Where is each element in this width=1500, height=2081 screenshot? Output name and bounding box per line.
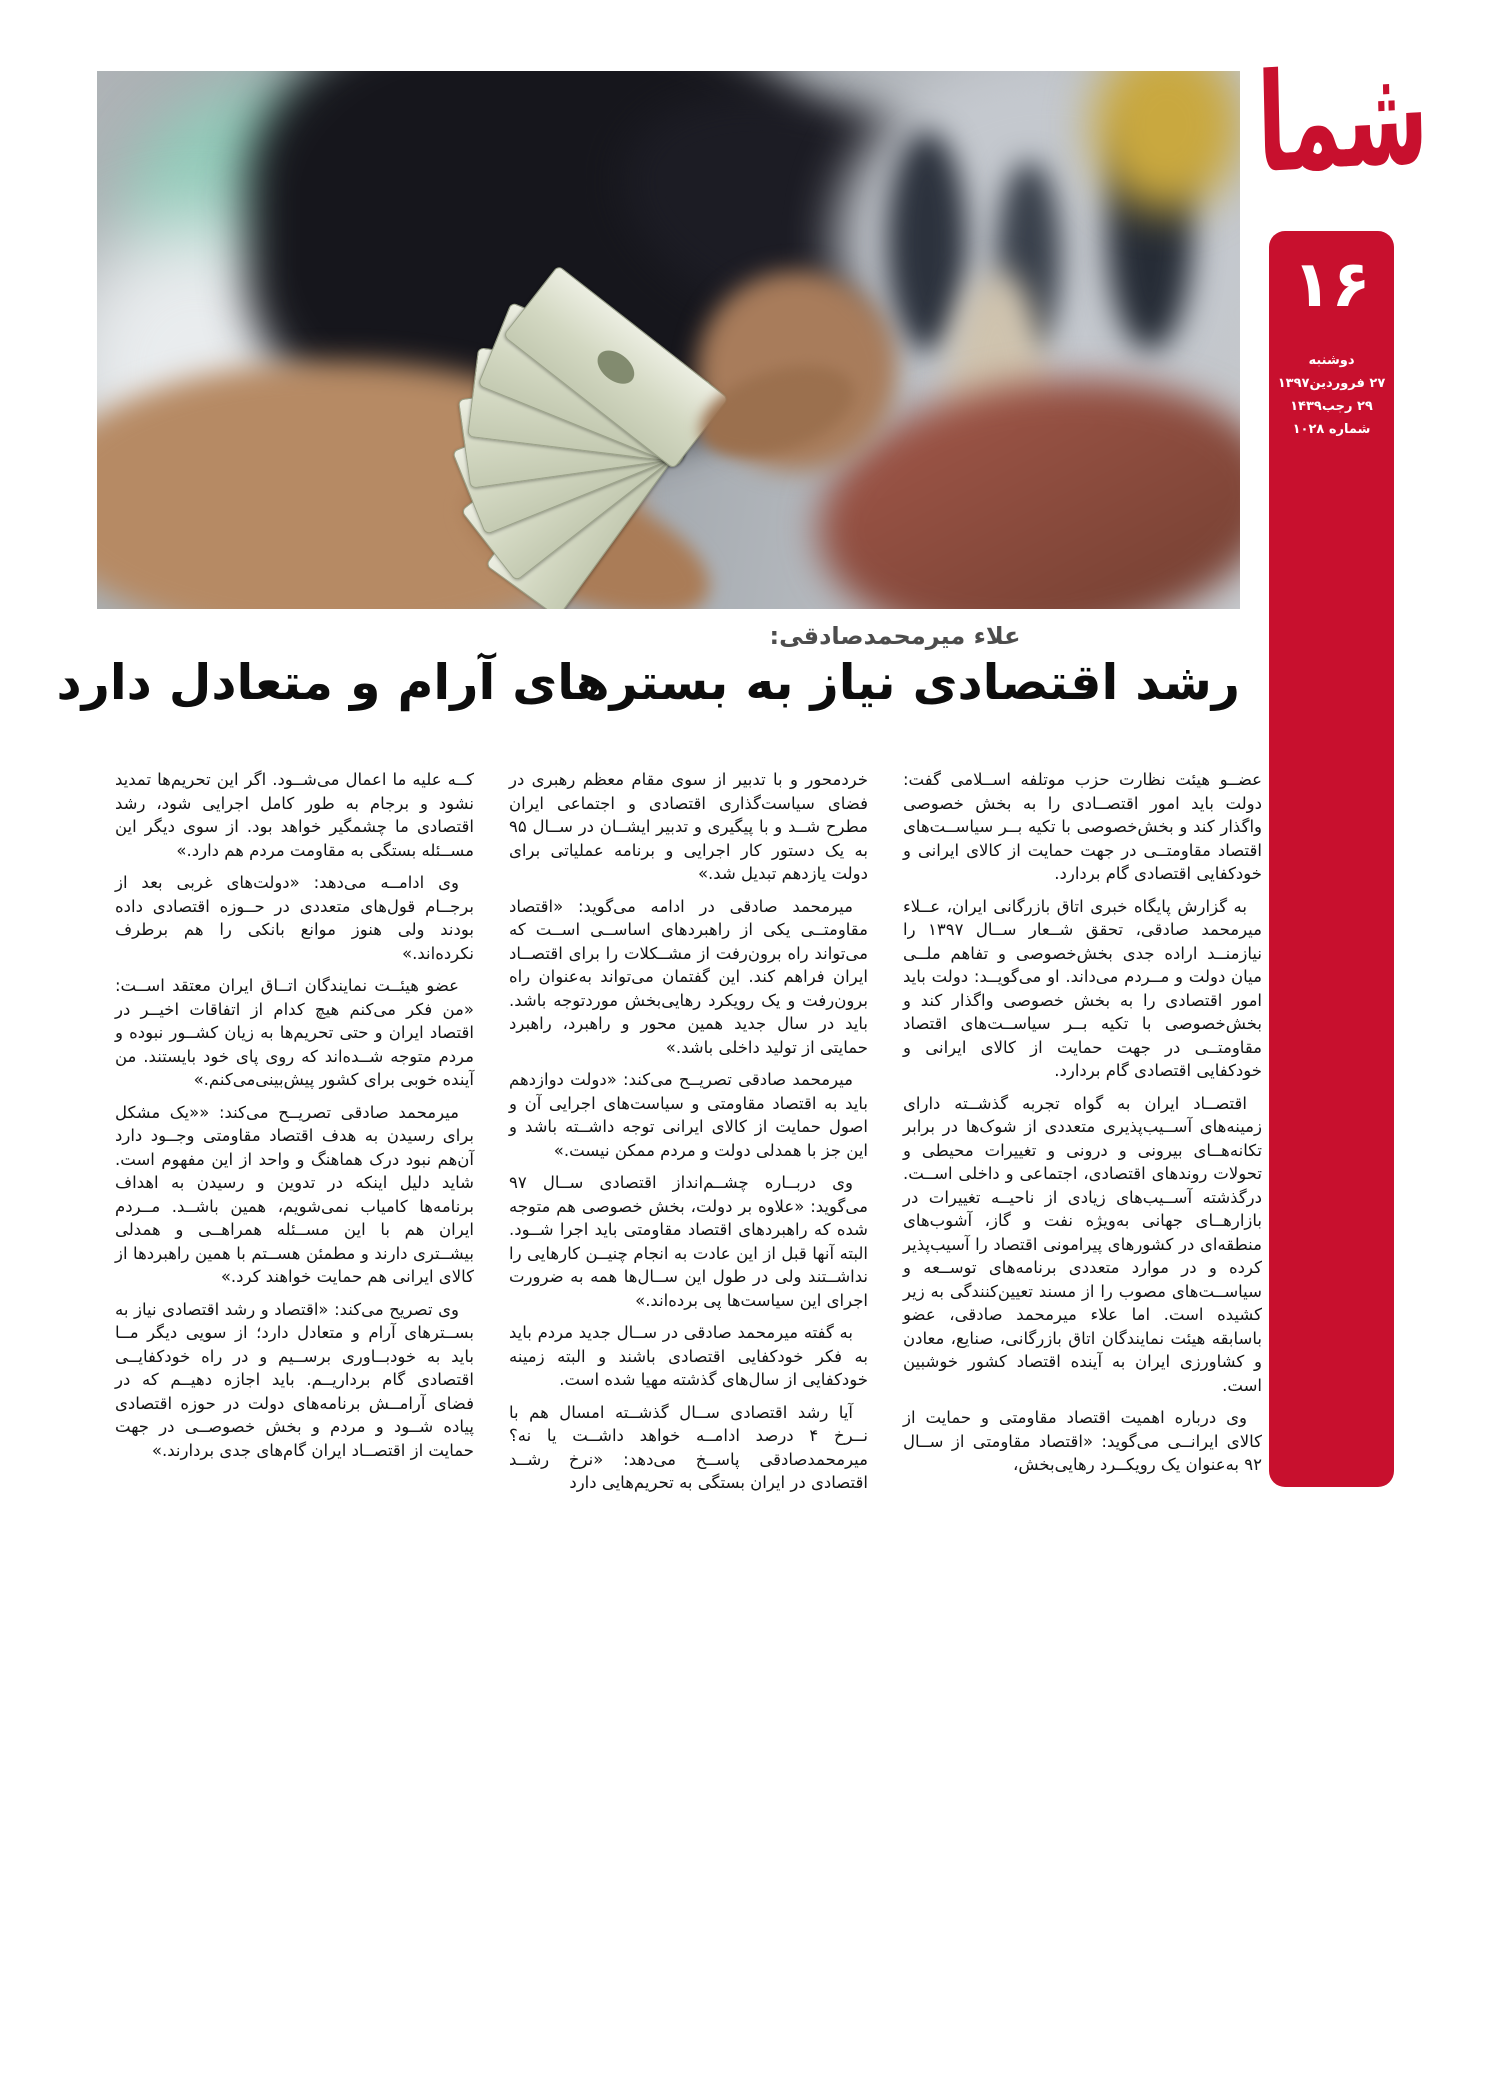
article-byline: علاء میرمحمدصادقی: (769, 622, 1021, 650)
article-paragraph: وی دربــاره چشــم‌انداز اقتصادی ســال ۹۷ می‌گوید: «علاوه بر دولت، بخش خصوصی هم متوجه شده که راهبردهای اقتصاد مقاومتی باید اجرا شــود. البته آنها قبل از این عادت به انجام چنیــن کارهایی را نداشــتند ولی در طول این ســال‌ها همه به ضرورت اجرای این سیاست‌ها پی برده‌اند.» (509, 1173, 868, 1310)
article-paragraph: آیا رشد اقتصادی ســال گذشــته امسال هم با نــرخ ۴ درصد ادامــه خواهد داشــت یا نه؟ میرمحمدصادقی پاســخ می‌دهد: «نرخ رشــد اقتصادی در ایران بستگی به تحریم‌هایی دارد (509, 1402, 868, 1492)
solar-date-label: ۲۷ فروردین۱۳۹۷ (1277, 376, 1386, 391)
article-paragraph: به گزارش پایگاه خبری اتاق بازرگانی ایران، عــلاء میرمحمد صادقی، تحقق شــعار ســال ۱۳۹۷ را نیازمنــد اراده جدی بخش‌خصوصی و تفاهم ملــی میان دولت و مــردم می‌داند. او می‌گویــد: دولت باید امور اقتصادی را به بخش خصوصی واگذار کند و بخش‌خصوصی با تکیه بــر سیاســت‌های اقتصاد مقاومتــی در جهت حمایت از کالای ایرانی و خودکفایی اقتصادی گام بردارد. (903, 896, 1262, 1080)
masthead-sidebar (1269, 231, 1394, 1487)
article-paragraph: وی درباره اهمیت اقتصاد مقاومتی و حمایت از کالای ایرانــی می‌گوید: «اقتصاد مقاومتی از ســال ۹۲ به‌عنوان یک رویکــرد رهایی‌بخش، (903, 1408, 1262, 1474)
article-paragraph: میرمحمد صادقی در ادامه می‌گوید: «اقتصاد مقاومتــی یکی از راهبردهای اساســی اســت که می‌تواند راه برون‌رفت از مشــکلات را برای اقتصــاد ایران فراهم کند. این گفتمان می‌تواند به‌عنوان راه برون‌رفت و یک رویکرد رهایی‌بخش موردتوجه باشد. باید در سال جدید همین محور و راهبرد، راهبرد حمایتی از تولید داخلی باشد.» (509, 896, 868, 1057)
article-paragraph: اقتصــاد ایران به گواه تجربه گذشــته دارای زمینه‌های آســیب‌پذیری متعددی از شوک‌ها در برابر تکانه‌هــای بیرونی و درونی و تغییرات محیطی و تحولات روندهای اقتصادی، اجتماعی و داخلی اســت. درگذشته آســیب‌های زیادی از ناحیــه تغییرات در بازارهــای جهانی به‌ویژه نفت و گاز، آشوب‌های منطقه‌ای در کشورهای پیرامونی اقتصاد را آسیب‌پذیر کرده و در موارد متعددی برنامه‌های توســعه و سیاســت‌های مصوب را از مسند تعیین‌کنندگی به زیر کشیده است. اما علاء میرمحمد صادقی، عضو باسابقه هیئت نمایندگان اتاق بازرگانی، صنایع، معادن و کشاورزی ایران به آینده اقتصاد کشور خوشبین است. (903, 1093, 1262, 1395)
lunar-date-label: ۲۹ رجب۱۴۳۹ (1290, 399, 1373, 414)
weekday-label: دوشنبه (1308, 353, 1355, 368)
photo-pedestrian-figure (887, 131, 967, 351)
article-paragraph: عضو هیئــت نمایندگان اتــاق ایران معتقد اســت: «من فکر می‌کنم هیچ کدام از اتفاقات اخیــر در اقتصاد ایران و حتی تحریم‌ها به زیان کشــور نبوده و مردم متوجه شــده‌اند که روی پای خود بایستند. من آینده خوبی برای کشور پیش‌بینی‌می‌کنم.» (115, 976, 474, 1089)
article-headline: رشد اقتصادی نیاز به بسترهای آرام و متعادل دارد (56, 654, 1240, 711)
article-column-right (903, 768, 1262, 1486)
page-number: ۱۶ (1292, 248, 1371, 322)
article-paragraph: به گفته میرمحمد صادقی در ســال جدید مردم باید به فکر خودکفایی اقتصادی باشند و البته زمینه خودکفایی از سال‌های گذشته مهیا شده است. (509, 1323, 868, 1389)
article-paragraph: عضــو هیئت نظارت حزب موتلفه اســلامی گفت: دولت باید امور اقتصــادی را به بخش خصوصی واگذار کند و بخش‌خصوصی با تکیه بــر سیاســت‌های اقتصاد مقاومتــی در جهت حمایت از کالای ایرانی و خودکفایی اقتصادی گام بردارد. (903, 770, 1262, 883)
article-photo (97, 71, 1240, 609)
article-paragraph: کــه علیه ما اعمال می‌شــود. اگر این تحریم‌ها تمدید نشود و برجام به طور کامل اجرایی شود، رشد اقتصادی ما چشمگیر خواهد بود. از سوی دیگر این مســئله بستگی به مقاومت مردم هم دارد.» (115, 770, 474, 860)
article-paragraph: میرمحمد صادقی تصریــح می‌کند: ««یک مشکل برای رسیدن به هدف اقتصاد مقاومتی وجــود دارد آن‌هم نبود درک هماهنگ و واحد از این مفهوم است. شاید دلیل اینکه در تدوین و رسیدن به اهداف برنامه‌ها کامیاب نمی‌شویم، همین باشــد. مــردم ایران هم با این مســئله همراهــی و همدلی بیشــتری دارند و مطمئن هســتم با همین راهبردها از کالای ایرانی هم حمایت خواهند کرد.» (115, 1102, 474, 1286)
issue-dates (1269, 349, 1394, 441)
issue-number-label: شماره ۱۰۲۸ (1292, 422, 1371, 437)
article-column-middle (509, 768, 868, 1504)
article-paragraph: میرمحمد صادقی تصریــح می‌کند: «دولت دوازدهم باید به اقتصاد مقاومتی و سیاست‌های اجرایی آن و اصول حمایت از کالای ایرانی توجه داشــته باشد و این جز با همدلی دولت و مردم ممکن نیست.» (509, 1070, 868, 1160)
article-paragraph: وی تصریح می‌کند: «اقتصاد و رشد اقتصادی نیاز به بســترهای آرام و متعادل دارد؛ از سویی دیگر مــا باید به خودبــاوری برســیم و در راه خودکفایــی اقتصادی گام برداریــم. باید اجازه دهیــم که در فضای آرامــش برنامه‌های دولت در حوزه اقتصادی پیاده شــود و مردم و بخش خصوصــی در جهت حمایت از اقتصــاد ایران گام‌های جدی بردارند.» (115, 1299, 474, 1460)
newspaper-logo: شما (1255, 35, 1430, 204)
article-column-left (115, 768, 474, 1471)
article-paragraph: خردمحور و با تدبیر از سوی مقام معظم رهبری در فضای سیاست‌گذاری اقتصادی و اجتماعی ایران مطرح شــد و با پیگیری و تدبیر ایشــان در ســال ۹۵ به یک دستور کار اجرایی و برنامه عملیاتی برای دولت یازدهم تبدیل شد.» (509, 770, 868, 883)
article-paragraph: وی ادامــه می‌دهد: «دولت‌های غربی بعد از برجــام قول‌های متعددی در حــوزه اقتصادی داده بودند ولی هنوز موانع بانکی را هم برطرف نکرده‌اند.» (115, 873, 474, 963)
